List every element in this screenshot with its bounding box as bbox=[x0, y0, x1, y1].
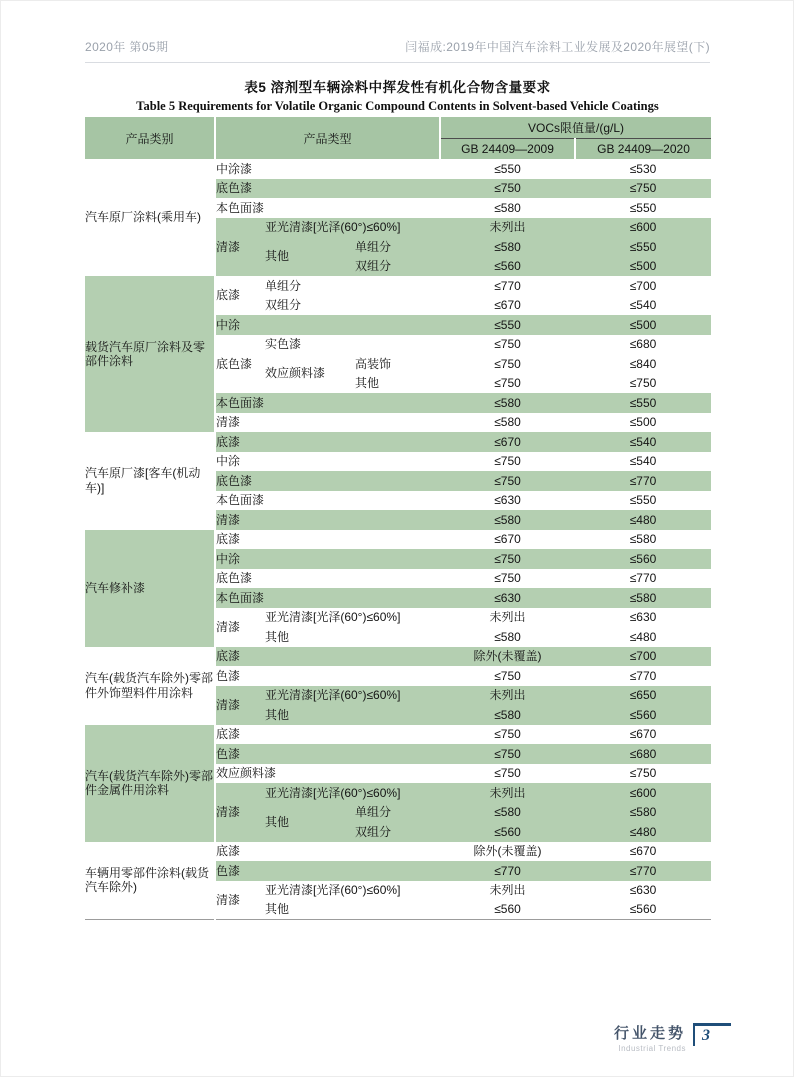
value-cell: ≤580 bbox=[575, 803, 711, 823]
type-cell: 底漆 bbox=[216, 532, 241, 547]
value-cell: ≤630 bbox=[440, 588, 575, 608]
header-gb-2009: GB 24409—2009 bbox=[440, 138, 575, 159]
table-header-row bbox=[85, 117, 711, 138]
value-cell: ≤480 bbox=[629, 629, 657, 644]
value-cell: ≤680 bbox=[629, 337, 657, 352]
value-cell: 除外(未覆盖) bbox=[473, 844, 542, 859]
value-cell: ≤750 bbox=[494, 454, 521, 469]
value-cell: ≤530 bbox=[629, 161, 657, 176]
value-cell: ≤560 bbox=[575, 549, 711, 569]
type-cell: 底漆 bbox=[215, 647, 440, 667]
value-cell: ≤670 bbox=[494, 532, 521, 547]
value-cell: ≤750 bbox=[494, 356, 521, 371]
page-number: 3 bbox=[702, 1027, 710, 1044]
type-cell: 清漆 bbox=[215, 686, 265, 725]
value-cell: ≤580 bbox=[629, 532, 657, 547]
type-cell: 亚光清漆[光泽(60°)≤60%] bbox=[265, 783, 440, 803]
type-cell: 本色面漆 bbox=[216, 493, 265, 508]
value-cell: ≤540 bbox=[629, 454, 657, 469]
value-cell: ≤580 bbox=[440, 510, 575, 530]
type-cell: 其他 bbox=[265, 803, 355, 842]
category-cell: 汽车修补漆 bbox=[85, 530, 215, 647]
type-cell: 色漆 bbox=[215, 744, 440, 764]
type-cell: 实色漆 bbox=[265, 337, 302, 352]
value-cell: ≤770 bbox=[575, 471, 711, 491]
value-cell: ≤580 bbox=[494, 629, 521, 644]
value-cell: ≤770 bbox=[629, 571, 657, 586]
page-number-box bbox=[693, 1023, 731, 1046]
footer-section bbox=[614, 1022, 686, 1053]
value-cell: ≤670 bbox=[629, 727, 657, 742]
type-cell: 效应颜料漆 bbox=[265, 366, 326, 381]
type-cell: 本色面漆 bbox=[216, 200, 265, 215]
type-cell: 单组分 bbox=[355, 237, 440, 257]
type-cell: 中涂 bbox=[215, 315, 440, 335]
issue-label: 2020年 第05期 bbox=[85, 40, 169, 54]
value-cell: ≤750 bbox=[629, 766, 657, 781]
value-cell: ≤500 bbox=[575, 315, 711, 335]
value-cell: ≤650 bbox=[575, 686, 711, 706]
type-cell: 其他 bbox=[265, 237, 355, 276]
table-title-en: Table 5 Requirements for Volatile Organic Compound Contents in Solvent-based Vehicle Coatings bbox=[136, 99, 659, 113]
value-cell: ≤670 bbox=[629, 844, 657, 859]
value-cell: ≤550 bbox=[575, 237, 711, 257]
category-cell: 汽车原厂漆[客车(机动车)] bbox=[85, 432, 215, 530]
type-cell: 其他 bbox=[265, 629, 290, 644]
value-cell: ≤540 bbox=[575, 432, 711, 452]
header-gb-2020: GB 24409—2020 bbox=[575, 138, 711, 159]
type-cell: 本色面漆 bbox=[215, 588, 440, 608]
type-cell: 单组分 bbox=[265, 278, 302, 293]
value-cell: ≤630 bbox=[629, 610, 657, 625]
value-cell: ≤580 bbox=[494, 200, 521, 215]
value-cell: ≤670 bbox=[494, 298, 521, 313]
type-cell: 底漆 bbox=[215, 432, 440, 452]
value-cell: ≤750 bbox=[629, 376, 657, 391]
value-cell: ≤500 bbox=[575, 257, 711, 277]
value-cell: ≤770 bbox=[494, 278, 521, 293]
value-cell: ≤580 bbox=[575, 588, 711, 608]
value-cell: ≤550 bbox=[440, 315, 575, 335]
voc-requirements-table bbox=[85, 117, 711, 920]
category-cell: 车辆用零部件涂料(载货汽车除外) bbox=[85, 842, 215, 920]
value-cell: ≤550 bbox=[629, 493, 657, 508]
value-cell: ≤560 bbox=[575, 705, 711, 725]
value-cell: ≤540 bbox=[629, 298, 657, 313]
table-row bbox=[85, 842, 711, 862]
value-cell: ≤770 bbox=[440, 861, 575, 881]
type-cell: 清漆 bbox=[215, 218, 265, 277]
type-cell: 其他 bbox=[355, 376, 380, 391]
type-cell: 其他 bbox=[265, 902, 290, 917]
value-cell: ≤700 bbox=[629, 278, 657, 293]
value-cell: ≤560 bbox=[494, 902, 521, 917]
type-cell: 中涂漆 bbox=[216, 161, 253, 176]
type-cell: 底色漆 bbox=[216, 571, 253, 586]
value-cell: ≤480 bbox=[575, 822, 711, 842]
table-titles bbox=[85, 76, 710, 114]
value-cell: ≤480 bbox=[575, 510, 711, 530]
header-product-type: 产品类型 bbox=[215, 117, 440, 159]
type-cell: 底漆 bbox=[216, 288, 241, 303]
value-cell: ≤770 bbox=[629, 668, 657, 683]
value-cell: ≤580 bbox=[494, 415, 521, 430]
value-cell: ≤750 bbox=[440, 471, 575, 491]
type-cell: 本色面漆 bbox=[215, 393, 440, 413]
value-cell: ≤700 bbox=[575, 647, 711, 667]
type-cell: 亚光清漆[光泽(60°)≤60%] bbox=[265, 218, 440, 238]
category-cell: 汽车原厂涂料(乘用车) bbox=[85, 159, 215, 276]
value-cell: ≤560 bbox=[440, 822, 575, 842]
type-cell: 效应颜料漆 bbox=[216, 766, 277, 781]
type-cell: 色漆 bbox=[215, 861, 440, 881]
value-cell: 未列出 bbox=[440, 783, 575, 803]
value-cell: ≤770 bbox=[575, 861, 711, 881]
value-cell: ≤750 bbox=[494, 727, 521, 742]
type-cell: 底漆 bbox=[216, 844, 241, 859]
table-row bbox=[85, 530, 711, 550]
type-cell: 亚光清漆[光泽(60°)≤60%] bbox=[265, 686, 440, 706]
value-cell: ≤750 bbox=[494, 766, 521, 781]
value-cell: 未列出 bbox=[440, 686, 575, 706]
table-header bbox=[85, 117, 711, 159]
value-cell: ≤670 bbox=[440, 432, 575, 452]
type-cell: 底色漆 bbox=[216, 356, 253, 371]
value-cell: ≤680 bbox=[575, 744, 711, 764]
value-cell: 未列出 bbox=[489, 883, 526, 898]
table-title-zh: 表5 溶剂型车辆涂料中挥发性有机化合物含量要求 bbox=[244, 80, 551, 95]
value-cell: ≤580 bbox=[440, 705, 575, 725]
type-cell: 双组分 bbox=[355, 257, 440, 277]
type-cell: 中涂 bbox=[216, 454, 241, 469]
value-cell: 未列出 bbox=[489, 610, 526, 625]
type-cell: 清漆 bbox=[215, 783, 265, 842]
type-cell: 清漆 bbox=[216, 892, 241, 907]
value-cell: ≤550 bbox=[494, 161, 521, 176]
value-cell: ≤600 bbox=[575, 783, 711, 803]
type-cell: 清漆 bbox=[215, 510, 440, 530]
value-cell: 除外(未覆盖) bbox=[440, 647, 575, 667]
voc-table-body bbox=[85, 159, 711, 920]
table-row bbox=[85, 159, 711, 179]
table-row bbox=[85, 647, 711, 667]
type-cell: 底色漆 bbox=[215, 179, 440, 199]
table-row bbox=[85, 432, 711, 452]
value-cell: ≤500 bbox=[629, 415, 657, 430]
value-cell: ≤600 bbox=[575, 218, 711, 238]
type-cell: 清漆 bbox=[216, 415, 241, 430]
type-cell: 色漆 bbox=[216, 668, 241, 683]
value-cell: ≤750 bbox=[494, 376, 521, 391]
value-cell: ≤630 bbox=[494, 493, 521, 508]
table-row bbox=[85, 276, 711, 296]
value-cell: ≤580 bbox=[440, 803, 575, 823]
value-cell: ≤750 bbox=[575, 179, 711, 199]
type-cell: 单组分 bbox=[355, 803, 440, 823]
value-cell: ≤580 bbox=[440, 237, 575, 257]
value-cell: ≤750 bbox=[494, 337, 521, 352]
category-cell: 汽车(载货汽车除外)零部件金属件用涂料 bbox=[85, 725, 215, 842]
value-cell: ≤750 bbox=[440, 744, 575, 764]
value-cell: ≤560 bbox=[440, 257, 575, 277]
type-cell: 亚光清漆[光泽(60°)≤60%] bbox=[265, 883, 401, 898]
type-cell: 其他 bbox=[265, 705, 440, 725]
type-cell: 底色漆 bbox=[215, 471, 440, 491]
running-title: 闫福成:2019年中国汽车涂料工业发展及2020年展望(下) bbox=[405, 40, 710, 54]
header-product-category: 产品类别 bbox=[85, 117, 215, 159]
running-head bbox=[85, 38, 710, 63]
value-cell: ≤560 bbox=[629, 902, 657, 917]
value-cell: ≤580 bbox=[440, 393, 575, 413]
value-cell: ≤550 bbox=[629, 200, 657, 215]
type-cell: 底漆 bbox=[216, 727, 241, 742]
value-cell: ≤840 bbox=[629, 356, 657, 371]
footer-section-title: 行业走势 bbox=[613, 1025, 686, 1042]
category-cell: 汽车(载货汽车除外)零部件外饰塑料件用涂料 bbox=[85, 647, 215, 725]
type-cell: 亚光清漆[光泽(60°)≤60%] bbox=[265, 610, 401, 625]
table-row bbox=[85, 725, 711, 745]
value-cell: 未列出 bbox=[440, 218, 575, 238]
type-cell: 双组分 bbox=[265, 298, 302, 313]
type-cell: 中涂 bbox=[215, 549, 440, 569]
footer-section-subtitle: Industrial Trends bbox=[618, 1044, 686, 1053]
value-cell: ≤750 bbox=[494, 668, 521, 683]
value-cell: ≤630 bbox=[629, 883, 657, 898]
value-cell: ≤550 bbox=[575, 393, 711, 413]
value-cell: ≤750 bbox=[494, 571, 521, 586]
page-footer bbox=[614, 1022, 731, 1053]
type-cell: 清漆 bbox=[216, 619, 241, 634]
category-cell: 载货汽车原厂涂料及零部件涂料 bbox=[85, 276, 215, 432]
header-voc-limit: VOCs限值量/(g/L) bbox=[440, 117, 711, 138]
value-cell: ≤750 bbox=[440, 549, 575, 569]
value-cell: ≤750 bbox=[440, 179, 575, 199]
type-cell: 双组分 bbox=[355, 822, 440, 842]
type-cell: 高装饰 bbox=[355, 356, 392, 371]
